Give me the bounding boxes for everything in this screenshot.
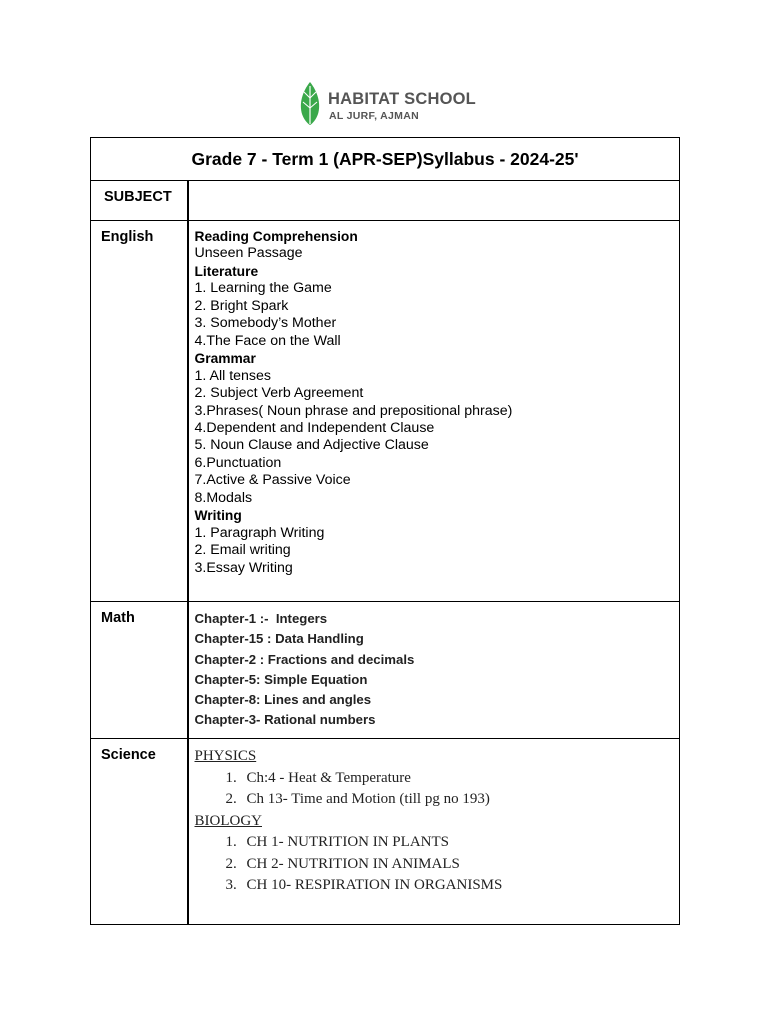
english-topic-item: 3. Somebody’s Mother [194, 315, 337, 332]
subject-header: SUBJECT [91, 181, 188, 221]
english-topic-item: 4.Dependent and Independent Clause [194, 419, 435, 436]
school-location: AL JURF, AJMAN [329, 110, 419, 122]
science-chapter-item: 1. Ch:4 - Heat & Temperature [241, 768, 680, 790]
math-chapter-item: Chapter-5: Simple Equation [194, 671, 368, 687]
school-logo [298, 80, 478, 128]
science-section-heading: PHYSICS [194, 748, 257, 764]
english-section-heading: Reading Comprehension [194, 229, 358, 244]
science-chapter-item: 3. CH 10- RESPIRATION IN ORGANISMS [241, 875, 680, 897]
english-topic-item: 2. Email writing [194, 542, 291, 559]
math-chapter-item: Chapter-8: Lines and angles [194, 692, 372, 708]
content-header [188, 181, 680, 221]
header-row [91, 181, 680, 221]
english-section-heading: Writing [194, 508, 242, 524]
science-topics [188, 739, 680, 925]
english-topic-item: 8.Modals [194, 489, 253, 506]
english-topic-item: 2. Bright Spark [194, 297, 289, 314]
title-row [91, 138, 680, 181]
english-topic-item: Unseen Passage [194, 245, 303, 262]
english-section-heading: Grammar [194, 351, 256, 367]
english-topic-item: 6.Punctuation [194, 454, 282, 471]
english-topics [188, 221, 680, 602]
english-topic-item: 7.Active & Passive Voice [194, 472, 351, 489]
english-topic-item: 4.The Face on the Wall [194, 332, 341, 349]
science-chapter-list [195, 768, 680, 811]
english-topic-item: 5. Noun Clause and Adjective Clause [194, 437, 429, 454]
science-chapter-item: 2. Ch 13- Time and Motion (till pg no 193) [241, 789, 680, 811]
math-chapter-item: Chapter-15 : Data Handling [194, 631, 364, 647]
subject-english: English [91, 221, 188, 602]
subject-math: Math [91, 602, 188, 739]
math-row [91, 602, 680, 739]
science-chapter-item: 1. CH 1- NUTRITION IN PLANTS [241, 832, 680, 854]
english-topic-item: 1. Paragraph Writing [194, 524, 325, 541]
english-topic-item: 3.Phrases( Noun phrase and prepositional phrase) [194, 402, 513, 419]
english-row [91, 221, 680, 602]
math-chapter-item: Chapter-1 :- Integers [194, 611, 328, 626]
leaf-logo-icon [298, 80, 322, 126]
syllabus-table [90, 137, 680, 925]
english-section-heading: Literature [194, 263, 259, 279]
math-chapter-item: Chapter-2 : Fractions and decimals [194, 651, 415, 667]
science-section-heading: BIOLOGY [194, 812, 262, 829]
english-topic-item: 3.Essay Writing [194, 559, 293, 576]
english-topic-item: 1. All tenses [194, 367, 271, 384]
science-row [91, 739, 680, 925]
subject-science: Science [91, 739, 188, 925]
math-topics [188, 602, 680, 739]
english-topic-item: 1. Learning the Game [194, 280, 332, 297]
school-name: HABITAT SCHOOL [328, 90, 476, 108]
syllabus-title: Grade 7 - Term 1 (APR-SEP)Syllabus - 2024-25' [91, 138, 680, 181]
math-chapter-item: Chapter-3- Rational numbers [194, 712, 376, 728]
science-chapter-list [195, 832, 680, 897]
english-topic-item: 2. Subject Verb Agreement [194, 385, 364, 402]
science-chapter-item: 2. CH 2- NUTRITION IN ANIMALS [241, 854, 680, 876]
